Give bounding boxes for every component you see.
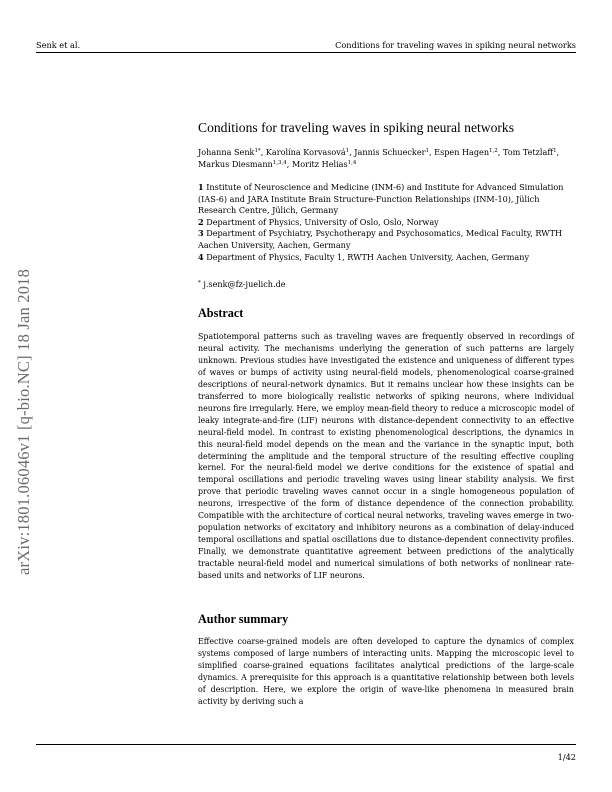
running-head-title: Conditions for traveling waves in spiking neural networks bbox=[335, 40, 576, 50]
corresponding-email[interactable]: * j.senk@fz-juelich.de bbox=[198, 279, 286, 289]
footer-rule bbox=[36, 744, 576, 745]
arxiv-identifier-stamp: arXiv:1801.06046v1 [q-bio.NC] 18 Jan 2018 bbox=[14, 268, 33, 575]
author: Espen Hagen$^{1,2}$ bbox=[434, 147, 498, 157]
author-summary-heading: Author summary bbox=[198, 612, 289, 626]
author: Karolína Korvasová$^1$ bbox=[265, 147, 350, 157]
affiliation: 2 Department of Physics, University of Oslo, Oslo, Norway bbox=[198, 216, 439, 227]
running-head-authors: Senk et al. bbox=[36, 40, 81, 50]
affiliation-list bbox=[198, 182, 574, 263]
affiliation: 1 Institute of Neuroscience and Medicine (INM-6) and Institute for Advanced Simulation (IAS-6) and JARA Institute Brain Structure-Function Relationships (INM-10), Jülich Research Centre, Jülich, Germany bbox=[198, 182, 564, 216]
author: Johanna Senk$^{1*}$ bbox=[198, 147, 261, 157]
author: Tom Tetzlaff$^1$ bbox=[502, 147, 557, 157]
affiliation: 3 Department of Psychiatry, Psychotherapy and Psychosomatics, Medical Faculty, RWTH Aachen University, Aachen, Germany bbox=[198, 228, 563, 250]
page-number: 1/42 bbox=[557, 752, 576, 762]
author-summary-body: Effective coarse-grained models are often developed to capture the dynamics of complex systems composed of large numbers of interacting units. Mapping the microscopic level to simplified coarse-grained equations facilitates analytical predictions of the large-scale dynamics. A prerequisite for this approach is a quantitative relationship between both levels of description. Here, we explore the origin of wave-like phenomena in measured brain activity by deriving such a bbox=[198, 637, 574, 706]
author-list: Johanna Senk$^{1*}$, Karolína Korvasová$^1$, Jannis Schuecker$^1$, Espen Hagen$^{1,2}$, Tom Tetzlaff$^1$, Markus Diesmann$^{1,3,4}$, Moritz Helias$^{1,4}$ bbox=[198, 147, 560, 169]
author: Jannis Schuecker$^1$ bbox=[354, 147, 429, 157]
affiliation: 4 Department of Physics, Faculty 1, RWTH Aachen University, Aachen, Germany bbox=[198, 251, 530, 262]
author: Markus Diesmann$^{1,3,4}$ bbox=[198, 158, 287, 169]
paper-title: Conditions for traveling waves in spiking neural networks bbox=[198, 120, 515, 135]
author: Moritz Helias$^{1,4}$ bbox=[291, 158, 357, 169]
abstract-heading: Abstract bbox=[198, 306, 244, 320]
header-rule bbox=[36, 52, 576, 53]
abstract-body: Spatiotemporal patterns such as traveling waves are frequently observed in recordings of neural activity. The mechanisms underlying the generation of such patterns are largely unknown. Previous studies have investigated the existence and uniqueness of different types of waves or bumps of activity using neural-field models, phenomenological coarse-grained descriptions of neural-network dynamics. But it remains unclear how these insights can be transferred to more biologically realistic networks of spiking neurons, where individual neurons fire irregularly. Here, we employ mean-field theory to reduce a microscopic model of leaky integrate-and-fire (LIF) neurons with distance-dependent connectivity to an effective neural-field model. In contrast to existing phenomenological descriptions, the dynamics in this neural-field model depends on the mean and the variance in the synaptic input, both determining the amplitude and the temporal structure of the resulting effective coupling kernel. For the neural-field model we derive conditions for the existence of spatial and temporal oscillations and periodic traveling waves using linear stability analysis. We first prove that periodic traveling waves cannot occur in a single homogeneous population of neurons, irrespective of the form of distance dependence of the connection probability. Compatible with the architecture of cortical neural networks, traveling waves emerge in two-population networks of excitatory and inhibitory neurons as a combination of delay-induced temporal oscillations and spatial oscillations due to distance-dependent connectivity profiles. Finally, we demonstrate quantitative agreement between predictions of the analytically tractable neural-field model and numerical simulations of both networks of nonlinear rate-based units and networks of LIF neurons. bbox=[198, 332, 574, 581]
